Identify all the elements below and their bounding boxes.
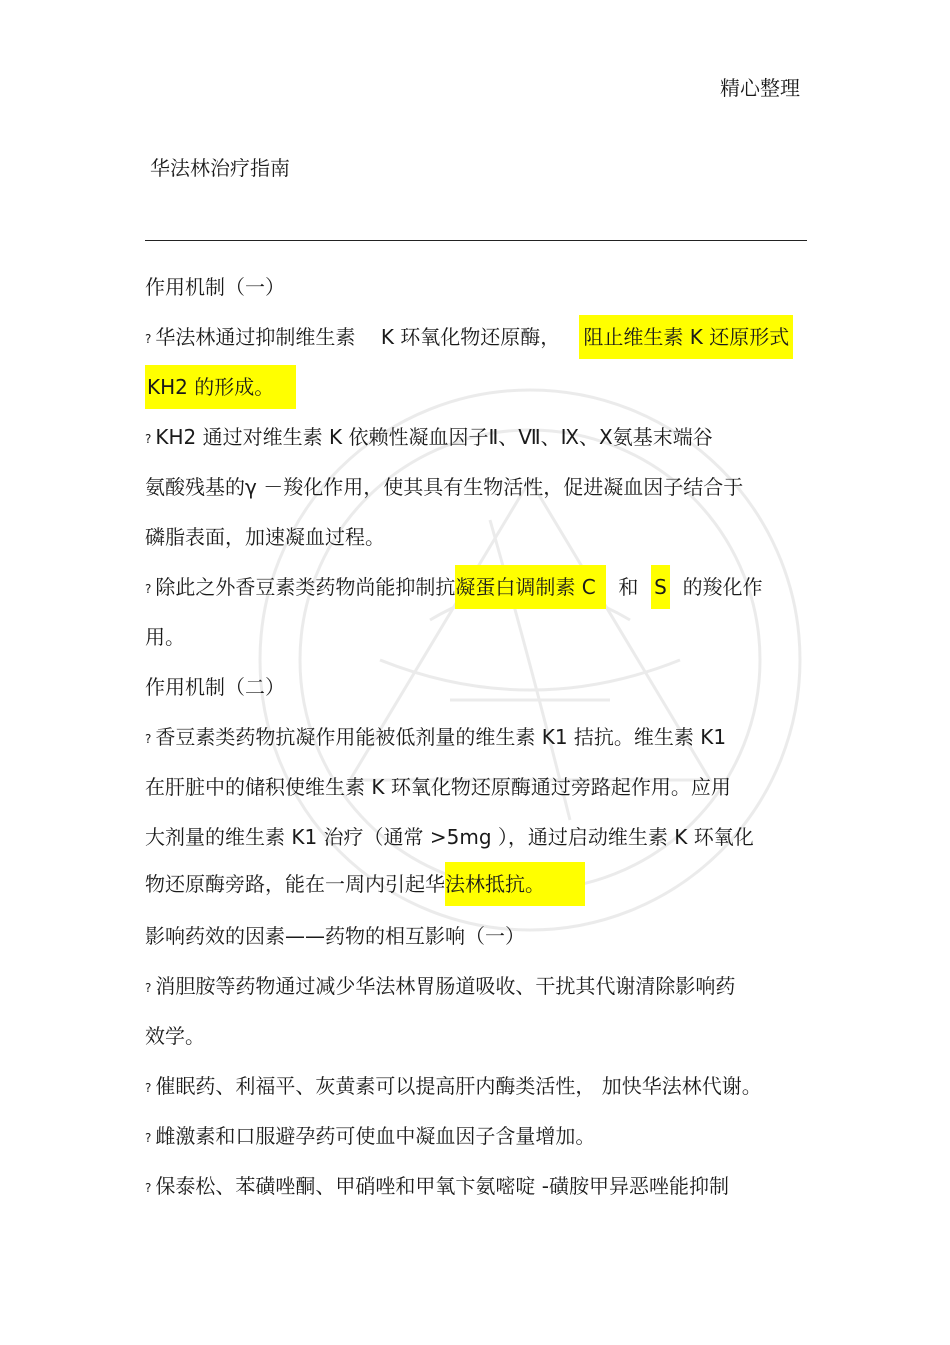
paragraph-line: ? 消胆胺等药物通过减少华法林胃肠道吸收、干扰其代谢清除影响药	[145, 974, 736, 998]
paragraph-line: 用。	[145, 625, 185, 649]
bullet-mark: ?	[145, 582, 152, 596]
paragraph-line: 大剂量的维生素 K1 治疗（通常 >5mg ），通过启动维生素 K 环氧化	[145, 825, 754, 849]
bullet-mark: ?	[145, 1181, 152, 1195]
section-heading: 作用机制（二）	[145, 675, 285, 699]
highlighted-text: 法林抵抗。	[445, 862, 585, 906]
paragraph-line: ? 催眠药、利福平、灰黄素可以提高肝内酶类活性， 加快华法林代谢。	[145, 1074, 762, 1098]
bullet-mark: ?	[145, 981, 152, 995]
highlighted-text: KH2 的形成。	[145, 365, 296, 409]
header-note: 精心整理	[720, 76, 800, 100]
paragraph-line: ? 香豆素类药物抗凝作用能被低剂量的维生素 K1 拮抗。维生素 K1	[145, 725, 727, 749]
highlighted-text: 阻止维生素 K 还原形式	[579, 315, 793, 359]
paragraph-line: 氨酸残基的γ －羧化作用，使其具有生物活性，促进凝血因子结合于	[145, 475, 744, 499]
title-divider	[145, 240, 807, 241]
bullet-mark: ?	[145, 1131, 152, 1145]
paragraph-line: ? 保泰松、苯磺唑酮、甲硝唑和甲氧卞氨嘧啶 -磺胺甲异恶唑能抑制	[145, 1174, 729, 1198]
paragraph-line: 在肝脏中的储积使维生素 K 环氧化物还原酶通过旁路起作用。应用	[145, 775, 731, 799]
paragraph-line: 磷脂表面，加速凝血过程。	[145, 525, 385, 549]
section-heading: 影响药效的因素——药物的相互影响（一）	[145, 924, 525, 948]
paragraph-line: ? 华法林通过抑制维生素 K 环氧化物还原酶， 阻止维生素 K 还原形式	[145, 323, 793, 354]
bullet-mark: ?	[145, 332, 152, 346]
bullet-mark: ?	[145, 732, 152, 746]
paragraph-line: ? 除此之外香豆素类药物尚能抑制抗凝蛋白调制素 C 和 S 的羧化作	[145, 573, 763, 604]
highlighted-text: S	[651, 565, 670, 609]
paragraph-line: ? 雌激素和口服避孕药可使血中凝血因子含量增加。	[145, 1124, 596, 1148]
highlighted-text: 凝蛋白调制素 C	[455, 565, 605, 609]
bullet-mark: ?	[145, 1081, 152, 1095]
paragraph-line	[145, 373, 296, 401]
paragraph-line: ? KH2 通过对维生素 K 依赖性凝血因子Ⅱ、Ⅶ、Ⅸ、Ⅹ氨基末端谷	[145, 425, 713, 449]
bullet-mark: ?	[145, 432, 152, 446]
paragraph-line: 效学。	[145, 1024, 205, 1048]
section-heading: 作用机制（一）	[145, 275, 285, 299]
paragraph-line: 物还原酶旁路，能在一周内引起华法林抵抗。	[145, 870, 585, 898]
document-title: 华法林治疗指南	[150, 156, 290, 180]
